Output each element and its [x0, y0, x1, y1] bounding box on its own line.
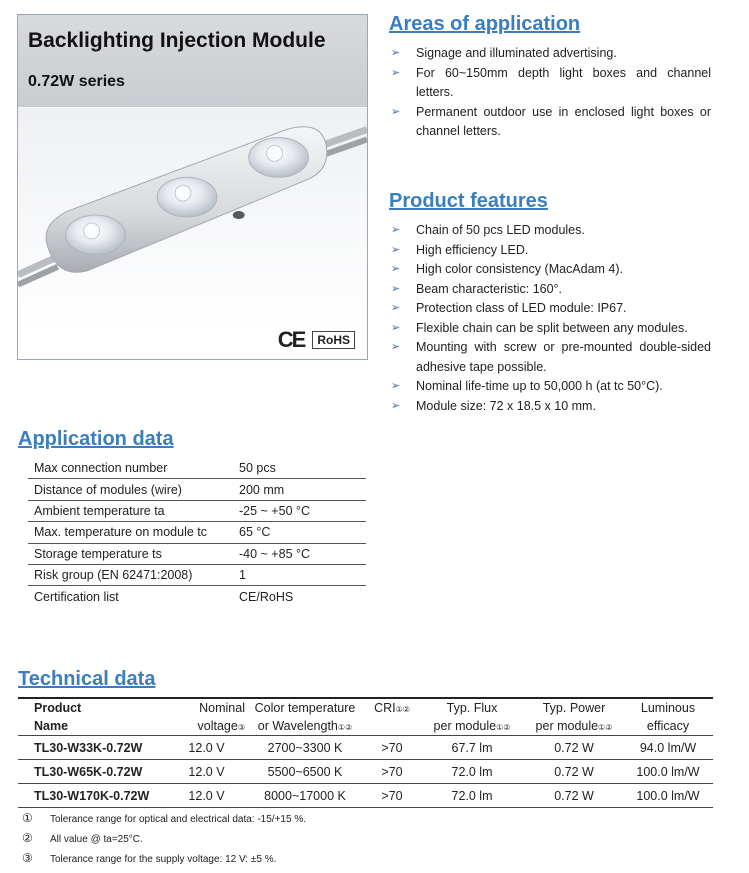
arrow-bullet-icon: ➢: [391, 243, 401, 256]
col-power: Typ. Power: [542, 701, 606, 715]
arrow-bullet-icon: ➢: [391, 321, 401, 334]
product-title: Backlighting Injection Module: [28, 29, 326, 52]
table-row: TL30-W33K-0.72W 12.0 V 2700~3300 K >70 67.7 lm 0.72 W 94.0 lm/W: [18, 736, 713, 760]
technical-table: [18, 699, 713, 808]
table-row: TL30-W65K-0.72W 12.0 V 5500~6500 K >70 72.0 lm 0.72 W 100.0 lm/W: [18, 760, 713, 784]
certification-marks: [278, 327, 355, 353]
table-row: Ambient temperature ta -25 ~ +50 °C: [28, 500, 366, 521]
arrow-bullet-icon: ➢: [391, 263, 401, 275]
col-efficacy: Luminous: [640, 701, 696, 715]
footnote: ① Tolerance range for optical and electrical data: -15/+15 %.: [22, 811, 306, 825]
table-row: Storage temperature ts -40 ~ +85 °C: [28, 543, 366, 564]
table-row: Max connection number 50 pcs: [28, 458, 366, 479]
features-heading: Product features: [389, 190, 548, 212]
col-voltage: Nominal: [199, 701, 245, 715]
list-item: ➢ For 60~150mm depth light boxes and channel letters.: [391, 65, 711, 99]
features-list: [389, 221, 711, 416]
application-heading: Application data: [18, 428, 174, 450]
table-row: Max. temperature on module tc 65 °C: [28, 522, 366, 543]
list-item: ➢ Flexible chain can be split between any modules.: [389, 319, 711, 339]
list-item: ➢ Permanent outdoor use in enclosed light boxes or channel letters.: [391, 104, 711, 138]
areas-list: [389, 44, 711, 142]
arrow-bullet-icon: ➢: [391, 105, 401, 118]
footnote: ③ Tolerance range for the supply voltage: 12 V: ±5 %.: [22, 851, 277, 865]
arrow-bullet-icon: ➢: [391, 282, 401, 295]
application-table: [28, 458, 366, 607]
card-header: [18, 15, 367, 107]
arrow-bullet-icon: ➢: [391, 66, 401, 79]
product-series: 0.72W series: [28, 73, 125, 90]
list-item: ➢ High efficiency LED.: [389, 241, 711, 261]
arrow-bullet-icon: ➢: [391, 224, 401, 236]
list-item: ➢ Module size: 72 x 18.5 x 10 mm.: [389, 397, 711, 417]
table-row: Risk group (EN 62471:2008) 1: [28, 564, 366, 585]
arrow-bullet-icon: ➢: [391, 380, 401, 392]
list-item: ➢ Mounting with screw or pre-mounted double-sided adhesive tape possible.: [391, 340, 711, 374]
technical-heading: Technical data: [18, 668, 156, 690]
list-item: ➢ Protection class of LED module: IP67.: [389, 299, 711, 319]
led-module-photo: [18, 107, 367, 331]
product-card: [17, 14, 368, 360]
footnote: ② All value @ ta=25°C.: [22, 831, 143, 845]
ce-mark: CE: [277, 327, 305, 352]
footnotes: [22, 811, 722, 871]
arrow-bullet-icon: ➢: [391, 341, 401, 353]
table-row: Certification list CE/RoHS: [34, 589, 294, 604]
areas-heading: Areas of application: [389, 13, 581, 35]
table-row: TL30-W170K-0.72W 12.0 V 8000~17000 K >70 72.0 lm 0.72 W 100.0 lm/W: [18, 784, 713, 808]
header-row: [18, 699, 713, 717]
list-item: ➢ Beam characteristic: 160°.: [389, 280, 711, 300]
table-row: Distance of modules (wire) 200 mm: [28, 479, 366, 500]
list-item: ➢ Chain of 50 pcs LED modules.: [389, 221, 711, 241]
header-row: Name voltage③ or Wavelength①② per module①② per module①② efficacy: [18, 717, 713, 736]
arrow-bullet-icon: ➢: [391, 47, 401, 59]
list-item: ➢ Signage and illuminated advertising.: [389, 44, 711, 64]
list-item: ➢ Nominal life-time up to 50,000 h (at tc 50°C).: [389, 377, 711, 397]
rohs-mark: RoHS: [312, 331, 355, 349]
arrow-bullet-icon: ➢: [391, 399, 401, 412]
col-cri: CRI①②: [374, 701, 410, 715]
arrow-bullet-icon: ➢: [391, 302, 401, 314]
col-flux: Typ. Flux: [446, 701, 498, 715]
col-product: Product: [34, 701, 82, 715]
list-item: ➢ High color consistency (MacAdam 4).: [389, 260, 711, 280]
col-color: Color temperature: [254, 701, 356, 715]
